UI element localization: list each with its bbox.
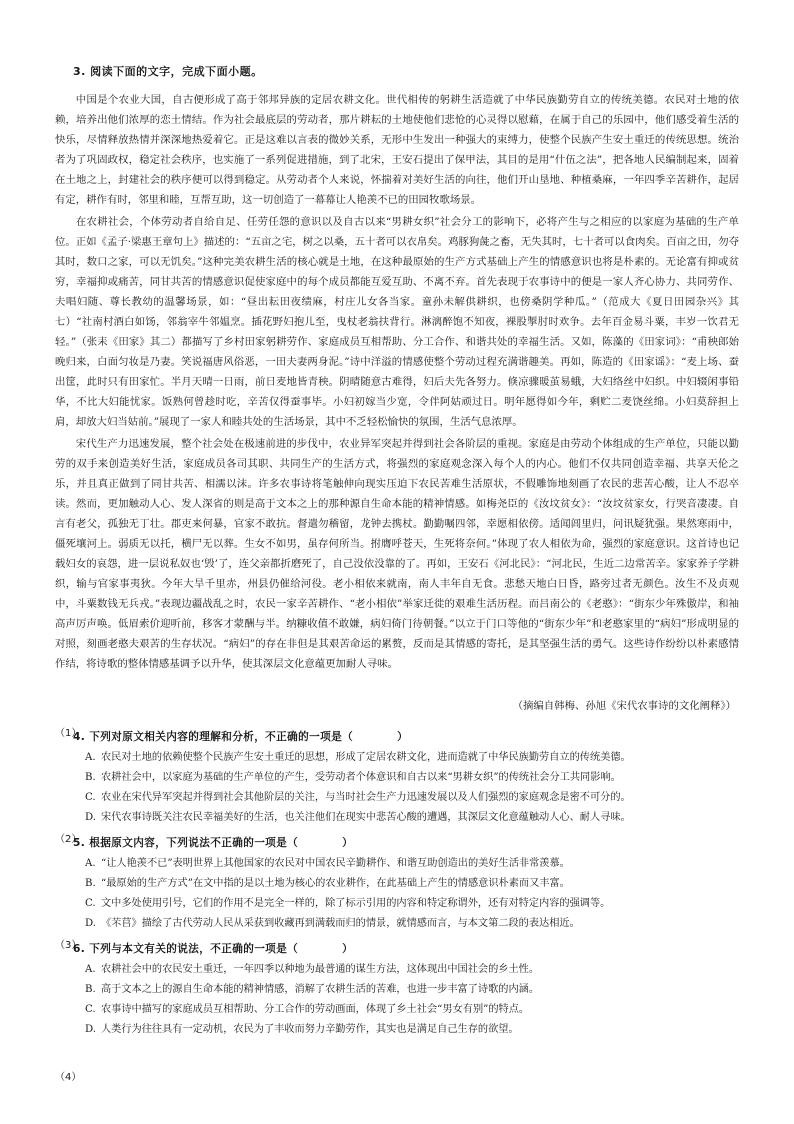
question-stem: 5. 根据原文内容，下列说法不正确的一项是（ ） [73, 837, 354, 849]
part-number-3: （3） [55, 940, 82, 951]
option-letter: A. [85, 964, 96, 975]
option-c[interactable] [73, 894, 743, 914]
option-letter: C. [85, 898, 96, 909]
option-b[interactable] [73, 768, 743, 788]
part-number-2: （2） [55, 834, 82, 845]
option-c[interactable] [73, 1000, 743, 1020]
question-stem: 6. 下列与本文有关的说法，不正确的一项是（ ） [73, 943, 354, 955]
passage-paragraph-1: 中国是个农业大国，自古便形成了高于邻邦异族的定居农耕文化。世代相传的躬耕生活造就了中华民族勤劳自立的传统美德。农民对土地的依赖，培养出他们浓厚的恋土情结。作为社会最底层的劳动者，那片耕耘的土地使他们悲怆的心灵得以慰藉，在属于自己的乐园中，他们感受着生活的快乐，尽情释放热情并深深地热爱着它。正是这难以言表的微妙关系，无形中生发出一种强大的束缚力，使整个民族产生安土重迁的传统思想。统治者为了巩固政权，稳定社会秩序，也实施了一系列促进措施，到了北宋，王安石提出了保甲法，其目的是用“什伍之法”，把各地人民编制起来，固着在土地之上，封建社会的秩序便可以得到稳定。从劳动者个人来说，怀揣着对美好生活的向往，他们开山垦地、种植桑麻，一年四季辛苦耕作，起居有定，耕作有时，邻里和睦，互帮互助，这一切创造了一幕幕让人艳羡不已的田园牧歌场景。 [55, 94, 739, 206]
option-c[interactable] [73, 788, 743, 808]
option-a[interactable] [73, 960, 743, 980]
option-text: 文中多处使用引号，它们的作用不是完全一样的，除了标示引用的内容和特定称谓外，还有对特定内容的强调等。 [101, 898, 611, 909]
option-d[interactable] [73, 914, 743, 934]
option-letter: B. [85, 984, 96, 995]
option-text: 《芣苢》描绘了古代劳动人民从采获到收藏再到满载而归的情景，就情感而言，与本文第二段的表达相近。 [101, 918, 580, 929]
part-number-1: （1） [55, 728, 82, 739]
option-text: 农业在宋代异军突起并得到社会其他阶层的关注，与当时社会生产力迅速发展以及人们强烈的家庭观念是密不可分的。 [101, 792, 631, 803]
passage-paragraph-2: 在农耕社会，个体劳动者自给自足、任劳任怨的意识以及自古以来“男耕女织”社会分工的影响下，必将产生与之相应的以家庭为基础的生产单位。正如《孟子·梁惠王章句上》描述的：“五亩之宅，树之以桑，五十者可以衣帛矣。鸡豚狗彘之畜，无失其时，七十者可以食肉矣。百亩之田，勿夺其时，数口之家，可以无饥矣。”这种完美农耕生活的核心就是土地，在这种最原始的生产方式基础上产生的情感意识也将是朴素的。无论富有抑或贫穷，幸福抑或痛苦，同甘共苦的情感意识促使家庭中的每个成员都能互爱互助、不离不弃。首先表现于农事诗中的便是一家人齐心协力、共同劳作、夫唱妇随、尊长教幼的温馨场景，如：“昼出耘田夜绩麻，村庄儿女各当家。童孙未解供耕织，也傍桑阴学种瓜。”（范成大《夏日田园杂兴》其七）“社南村酒白如饧，邻翁宰牛邻媪烹。插花野妇抱儿至，曳杖老翁扶背行。淋漓醉饱不知夜，裸股掣肘时欢争。去年百金易斗粟，丰岁一饮君无轻。”（张耒《田家》其二）都描写了乡村田家躬耕劳作、家庭成员互相帮助、分工合作、和谐共处的幸福生活。又如，陈藻的《田家词》：“甫秧郎始晚归来，白面匀妆是乃妻。笑说福唐风俗恶，一田夫妻两身泥。”诗中洋溢的情感使整个劳动过程充满谐趣美。再如，陈造的《田家谣》：“麦上场、蚕出筐，此时只有田家忙。半月天晴一日雨，前日麦地皆青秧。阴晴随意古难得，妇后夫先各努力。倏凉骤暖茧易蛾，大妇络丝中妇织。中妇辍闲事铅华，不比大妇能忧家。饭熟何曾趁时吃，辛苦仅得蚕事毕。小妇初嫁当少宽，令伴阿姑顽过日。明年愿得如今年，剩贮二麦饶丝绵。小妇莫辞担上肩，却放大妇当姑前。”展现了一家人和睦共处的生活场景，其中不乏轻松愉快的氛围，生活气息浓厚。 [55, 216, 739, 428]
option-text: 农事诗中描写的家庭成员互相帮助、分工合作的劳动画面，体现了乡土社会“男女有别”的特点。 [101, 1004, 530, 1015]
option-d[interactable] [73, 808, 743, 828]
option-letter: A. [85, 858, 96, 869]
option-a[interactable] [73, 748, 743, 768]
option-text: 宋代农事诗既关注农民幸福美好的生活，也关注他们在现实中悲苦心酸的遭遇，其深层文化意蕴触动人心、耐人寻味。 [101, 812, 631, 823]
question-6 [73, 938, 743, 1040]
option-text: “最原始的生产方式”在文中指的是以土地为核心的农业耕作，在此基础上产生的情感意识朴素而又丰富。 [101, 878, 570, 889]
option-letter: C. [85, 792, 96, 803]
question-5 [73, 832, 743, 934]
option-a[interactable] [73, 854, 743, 874]
source-citation: （摘编自韩梅、孙旭《宋代农事诗的文化阐释》） [512, 700, 736, 712]
reading-passage [55, 90, 739, 674]
option-letter: D. [85, 812, 97, 823]
option-text: 人类行为往往具有一定动机，农民为了丰收而努力辛勤劳作，其实也是满足自己生存的欲望。 [101, 1024, 519, 1035]
option-letter: D. [85, 918, 97, 929]
option-text: “让人艳羡不已”表明世界上其他国家的农民对中国农民辛勤耕作、和谐互助创造出的美好生活非常羡慕。 [101, 858, 570, 869]
option-letter: A. [85, 752, 96, 763]
passage-paragraph-3: 宋代生产力迅速发展，整个社会处在极速前进的步伐中，农业异军突起并得到社会各阶层的重视。家庭是由劳动个体组成的生产单位，只能以勤劳的双手来创造美好生活，家庭成员各司其职、共同生产的生活方式，将强烈的家庭观念深入每个人的内心。他们不仅共同创造幸福、共享天伦之乐，并且真正做到了同甘共苦、相濡以沫。许多农事诗将笔触伸向现实压迫下农民苦难生活原状，不假雕饰地刻画了农民的悲苦心酸，让人不忍卒读。然而，更加触动人心、发人深省的则是高于文本之上的那种源自生命本能的精神情感。如梅尧臣的《汝坟贫女》：“汝坟贫家女，行哭音凄凄。自言有老父，孤独无丁壮。郡吏来何暴，官家不敢抗。督遣勿稽留，龙钟去携杖。勤勤嘱四邻，幸愿相依傍。适闻闾里归，问讯疑犹强。果然寒雨中，僵死壤河上。弱质无以托，横尸无以葬。生女不如男，虽存何所当。拊膺呼苍天，生死将奈何。”体现了农人相依为命，强烈的家庭意识。这首诗也记载妇女的哀怨，进一层说私奴也‘毁’了，连父亲都折磨死了，自己没依没靠的了。再如，王安石《河北民》：“河北民，生近二边常苦辛。家家养子学耕织，输与官家事夷狄。今年大旱千里赤，州县仍催给河役。老小相依来就南，南人丰年自无食。悲愁天地白日昏，路旁过者无颜色。汝生不及贞观中，斗粟数钱无兵戎。”表现边疆战乱之时，农民一家辛苦耕作、“老小相依”举家迁徙的艰难生活历程。而吕南公的《老憨》：“街东少年殊傲岸，和袖高声厉声唤。低眉索价迎听前，移客才蒙酬与半。纳糠收值不敢嫌，病妇倚门待朝餐。”以立于门口等他的“街东少年”和老憨家里的“病妇”形成明显的对照，刻画老憨夫艰苦的生存状况。“病妇”的存在非但是其艰苦命运的累赘，反而是其情感的寄托，是其坚强生活的勇气。这些诗作纷纷以朴素感情作结，将诗歌的整体情感基调予以升华，使其深层文化意蕴更加耐人寻味。 [55, 438, 739, 670]
option-text: 高于文本之上的源自生命本能的精神情感，消解了农耕生活的苦难，也进一步丰富了诗歌的内涵。 [101, 984, 540, 995]
option-d[interactable] [73, 1020, 743, 1040]
part-number-4: （4） [55, 1072, 82, 1083]
option-text: 农耕社会中的农民安土重迁，一年四季以种地为最普通的谋生方法，这体现出中国社会的乡土性。 [101, 964, 540, 975]
option-letter: B. [85, 772, 96, 783]
option-text: 农耕社会中，以家庭为基础的生产单位的产生，受劳动者个体意识和自古以来“男耕女织”的传统社会分工共同影响。 [101, 772, 621, 783]
option-text: 农民对土地的依赖使整个民族产生安土重迁的思想，形成了定居农耕文化，进而造就了中华民族勤劳自立的传统美德。 [101, 752, 631, 763]
question-stem: 4. 下列对原文相关内容的理解和分析，不正确的一项是（ ） [73, 731, 409, 743]
question-title: 3. 阅读下面的文字，完成下面小题。 [73, 65, 263, 78]
option-b[interactable] [73, 980, 743, 1000]
option-letter: C. [85, 1004, 96, 1015]
option-b[interactable] [73, 874, 743, 894]
question-4 [73, 726, 743, 828]
option-letter: D. [85, 1024, 97, 1035]
option-letter: B. [85, 878, 96, 889]
